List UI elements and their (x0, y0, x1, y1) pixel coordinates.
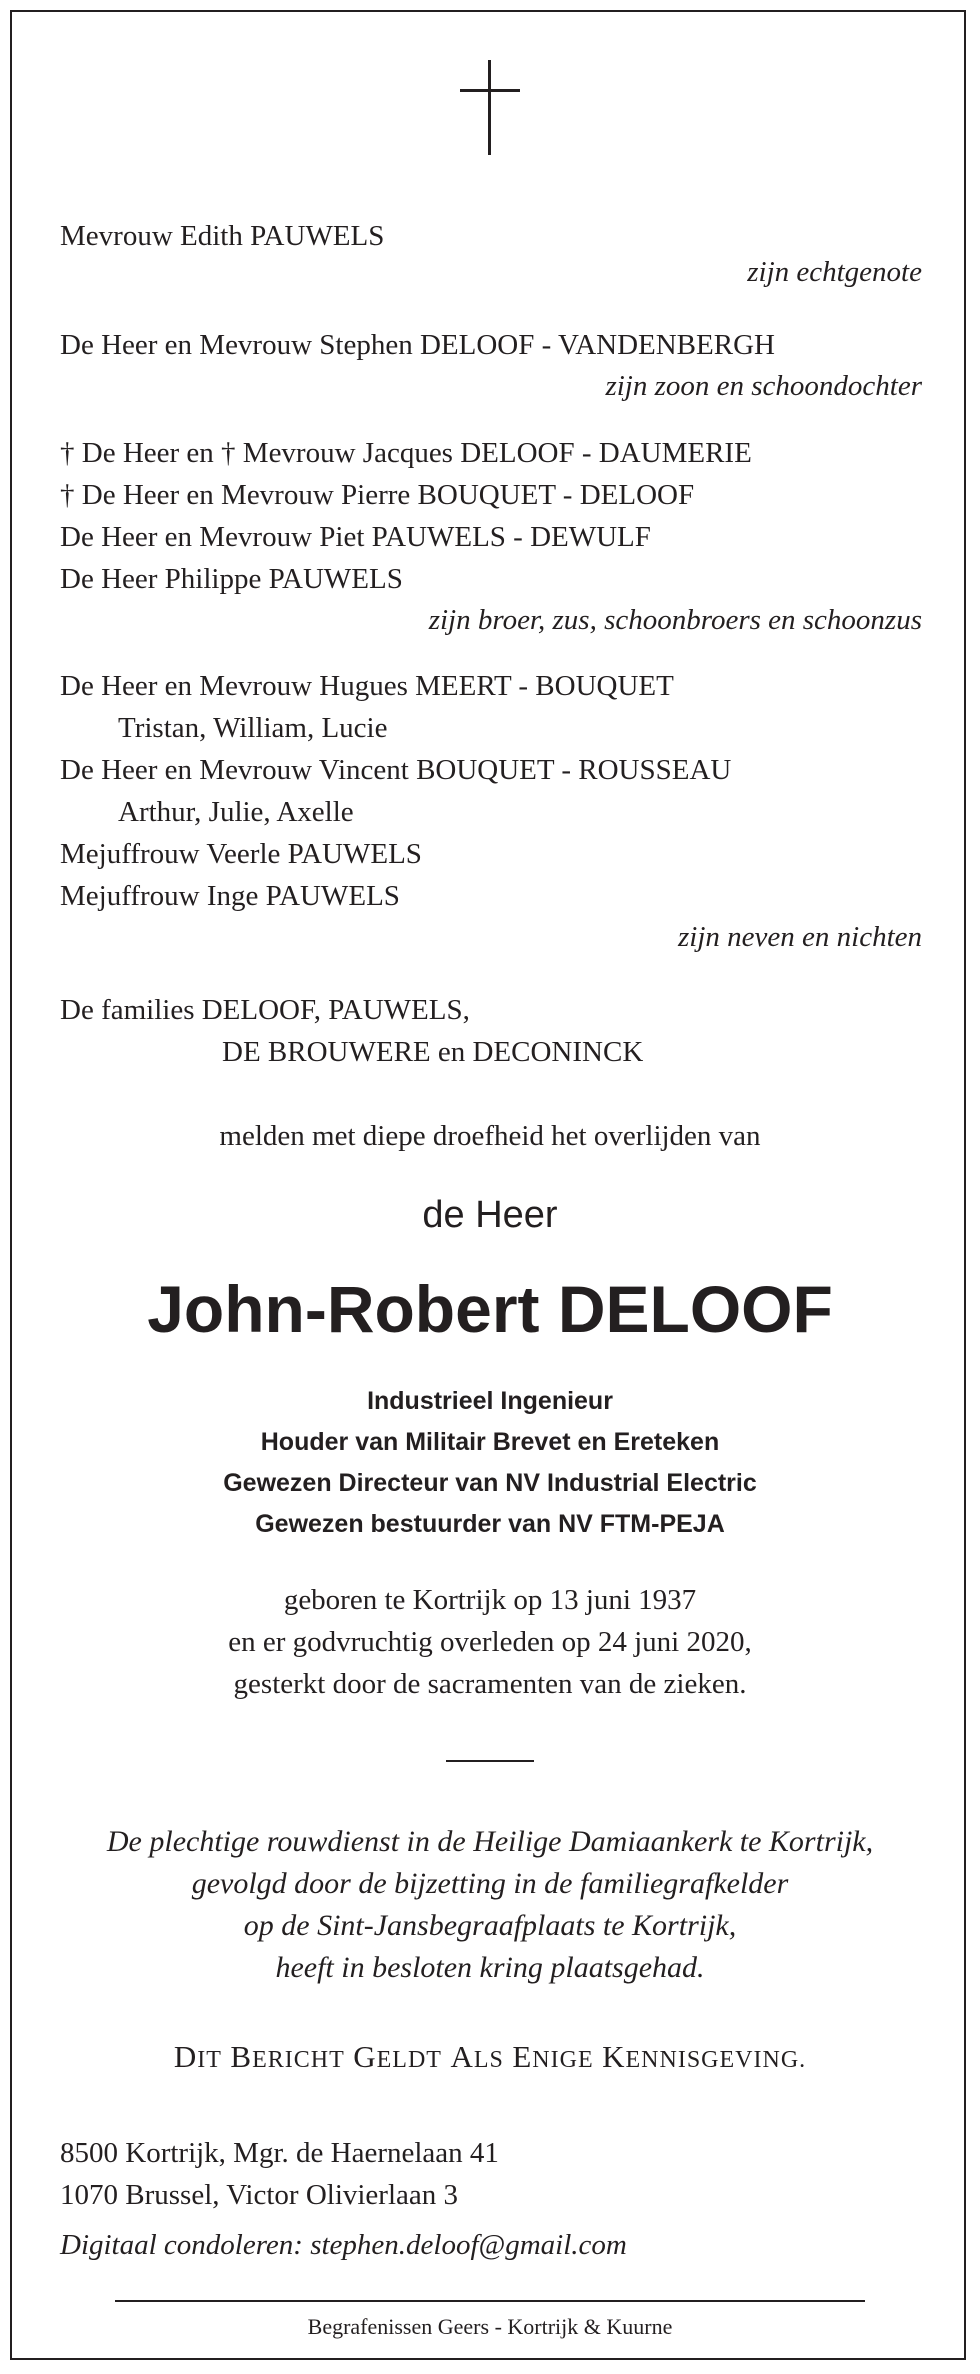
deceased-name: John-Robert DELOOF (147, 1272, 833, 1346)
nephews-relation: zijn neven en nichten (678, 921, 922, 953)
death-line: en er godvruchtig overleden op 24 juni 2020, (228, 1626, 752, 1658)
sibling-2: † De Heer en Mevrouw Pierre BOUQUET - DELOOF (60, 479, 695, 511)
cross-icon (460, 60, 520, 155)
children-name: De Heer en Mevrouw Stephen DELOOF - VANDENBERGH (60, 329, 775, 361)
children-relation: zijn zoon en schoondochter (605, 370, 922, 402)
ceremony-4: heeft in besloten kring plaatsgehad. (275, 1951, 705, 1984)
families-line-2: DE BROUWERE en DECONINCK (222, 1036, 644, 1068)
footer-rule (115, 2300, 865, 2302)
sibling-4: De Heer Philippe PAUWELS (60, 563, 403, 595)
nephew-2-children: Arthur, Julie, Axelle (118, 796, 354, 828)
ceremony-3: op de Sint-Jansbegraafplaats te Kortrijk, (243, 1909, 737, 1942)
siblings-relation: zijn broer, zus, schoonbroers en schoonzus (428, 604, 922, 636)
title-3: Gewezen Directeur van NV Industrial Electric (223, 1469, 757, 1497)
footer-text: Begrafenissen Geers - Kortrijk & Kuurne (307, 2314, 673, 2339)
title-4: Gewezen bestuurder van NV FTM-PEJA (255, 1510, 725, 1538)
sibling-3: De Heer en Mevrouw Piet PAUWELS - DEWULF (60, 521, 651, 553)
ceremony-2: gevolgd door de bijzetting in de familiegrafkelder (191, 1867, 789, 1900)
address-1: 8500 Kortrijk, Mgr. de Haernelaan 41 (60, 2137, 499, 2169)
address-2: 1070 Brussel, Victor Olivierlaan 3 (60, 2179, 459, 2211)
honorific: de Heer (422, 1194, 558, 1236)
sacraments-line: gesterkt door de sacramenten van de zieken. (233, 1668, 747, 1700)
ceremony-1: De plechtige rouwdienst in de Heilige Damiaankerk te Kortrijk, (106, 1825, 874, 1858)
separator (446, 1760, 534, 1762)
condolence-label: Digitaal condoleren: (60, 2229, 303, 2261)
spouse-relation: zijn echtgenote (747, 256, 922, 288)
families-line-1: De families DELOOF, PAUWELS, (60, 994, 470, 1026)
title-1: Industrieel Ingenieur (367, 1387, 613, 1415)
condolence-email[interactable]: stephen.deloof@gmail.com (310, 2229, 627, 2261)
nephew-1: De Heer en Mevrouw Hugues MEERT - BOUQUET (60, 670, 674, 702)
niece-2: Mejuffrouw Inge PAUWELS (60, 880, 400, 912)
condolence-line (60, 2229, 627, 2261)
niece-1: Mejuffrouw Veerle PAUWELS (60, 838, 422, 870)
nephew-1-children: Tristan, William, Lucie (118, 712, 388, 744)
announcement: melden met diepe droefheid het overlijden van (219, 1120, 761, 1152)
title-2: Houder van Militair Brevet en Ereteken (260, 1428, 720, 1456)
nephew-2: De Heer en Mevrouw Vincent BOUQUET - ROUSSEAU (60, 754, 732, 786)
spouse-name: Mevrouw Edith PAUWELS (60, 220, 385, 252)
sibling-1: † De Heer en † Mevrouw Jacques DELOOF - DAUMERIE (60, 437, 752, 469)
notice-line: DIT BERICHT GELDT ALS ENIGE KENNISGEVING. (173, 2039, 807, 2074)
birth-line: geboren te Kortrijk op 13 juni 1937 (283, 1584, 697, 1616)
border-frame (10, 10, 966, 2360)
